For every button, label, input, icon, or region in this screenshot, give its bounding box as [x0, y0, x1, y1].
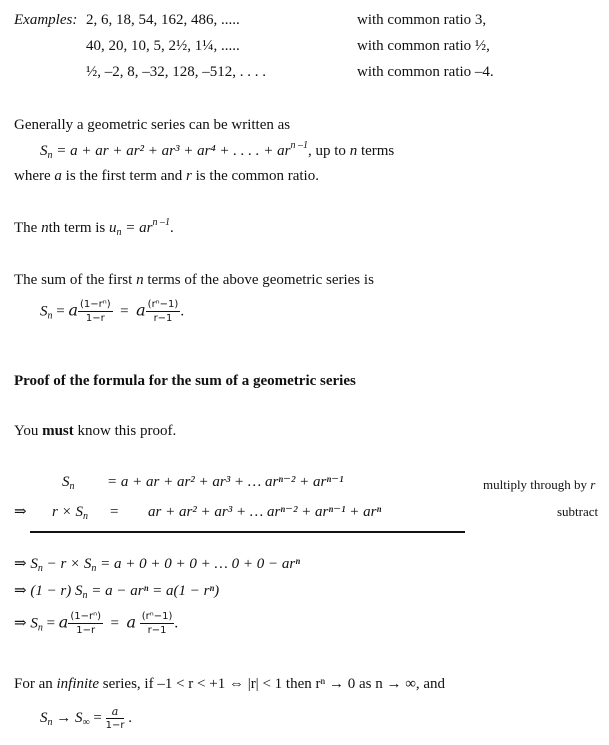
example-sequence-2: 40, 20, 10, 5, 2½, 1¼, .....	[86, 38, 240, 54]
proof-note-subtract: subtract	[557, 504, 599, 519]
must-know-line: You must know this proof.	[14, 423, 177, 439]
general-formula: $S_n = a$ + ar + ar² + ar³ + ar⁴ + . . . . + $ar^{n -1}$, up to n terms	[40, 140, 395, 161]
infinite-formula: $S_n \to S_\infty$ = $\frac{a}{1-r}$ .	[40, 705, 132, 731]
proof-step-3: ⇒ $S_n = a$ $\frac{\text{(1−rⁿ)}}{1-r}$ = a $\frac{\text{(rⁿ−1)}}{r-1}$ .	[14, 611, 179, 636]
fraction-3: $\frac{\text{(1−rⁿ)}}{1-r}$	[70, 611, 101, 636]
examples-label: Examples:	[14, 12, 78, 28]
proof-heading: Proof of the formula for the sum of a geometric series	[14, 373, 356, 389]
example-ratio-1: with common ratio 3,	[357, 12, 487, 28]
sum-intro: The sum of the first n terms of the above geometric series is	[14, 272, 374, 288]
general-where: where a is the first term and r is the common ratio.	[14, 168, 319, 184]
implies-arrow-1: ⇒	[14, 504, 27, 520]
example-ratio-2: with common ratio ½,	[357, 38, 490, 54]
infinite-line: For an infinite series, if –1 < r < +1 ⇔ |r| < 1 then rⁿ → 0 as n → ∞, and	[14, 676, 446, 692]
example-sequence-1: 2, 6, 18, 54, 162, 486, .....	[86, 12, 240, 28]
proof-line-1-rhs: = a + ar + ar² + ar³ + … arⁿ⁻² + arⁿ⁻¹	[107, 474, 344, 490]
example-sequence-3: ½, –2, 8, –32, 128, –512, . . . .	[86, 64, 266, 80]
proof-note-multiply: multiply through by r	[483, 477, 596, 492]
proof-step-1: ⇒ $S_n - r \times S_n = a + 0 + 0 + 0$ + … 0 + 0 − arⁿ	[14, 556, 300, 574]
fraction-infinite: $\frac{a}{1-r}$	[105, 705, 125, 731]
fraction-2: $\frac{\text{(rⁿ−1)}}{r-1}$	[147, 299, 179, 324]
general-intro: Generally a geometric series can be written as	[14, 117, 291, 133]
fraction-4: $\frac{\text{(rⁿ−1)}}{r-1}$	[141, 611, 173, 636]
proof-line-2-rhs: ar + ar² + ar³ + … arⁿ⁻² + arⁿ⁻¹ + arⁿ	[148, 504, 382, 520]
proof-line-2-eq: =	[110, 504, 119, 520]
proof-line-1-lhs: $S_n$	[62, 474, 75, 492]
nth-term-line: The nth term is $u_n = ar^{n -1}$.	[14, 217, 174, 238]
subtraction-rule	[30, 531, 465, 533]
proof-line-2-lhs: $r \times S_n$	[52, 504, 88, 522]
fraction-1: $\frac{\text{(1−rⁿ)}}{1-r}$	[80, 299, 111, 324]
sum-formula: $S_n = a$ $\frac{\text{(1−rⁿ)}}{1-r}$ = a $\frac{\text{(rⁿ−1)}}{r-1}$ .	[40, 299, 185, 324]
example-ratio-3: with common ratio –4.	[357, 64, 494, 80]
proof-step-2: ⇒ (1 − r) $S_n = a - ar^n = a(1 - r^n)$	[14, 583, 220, 601]
